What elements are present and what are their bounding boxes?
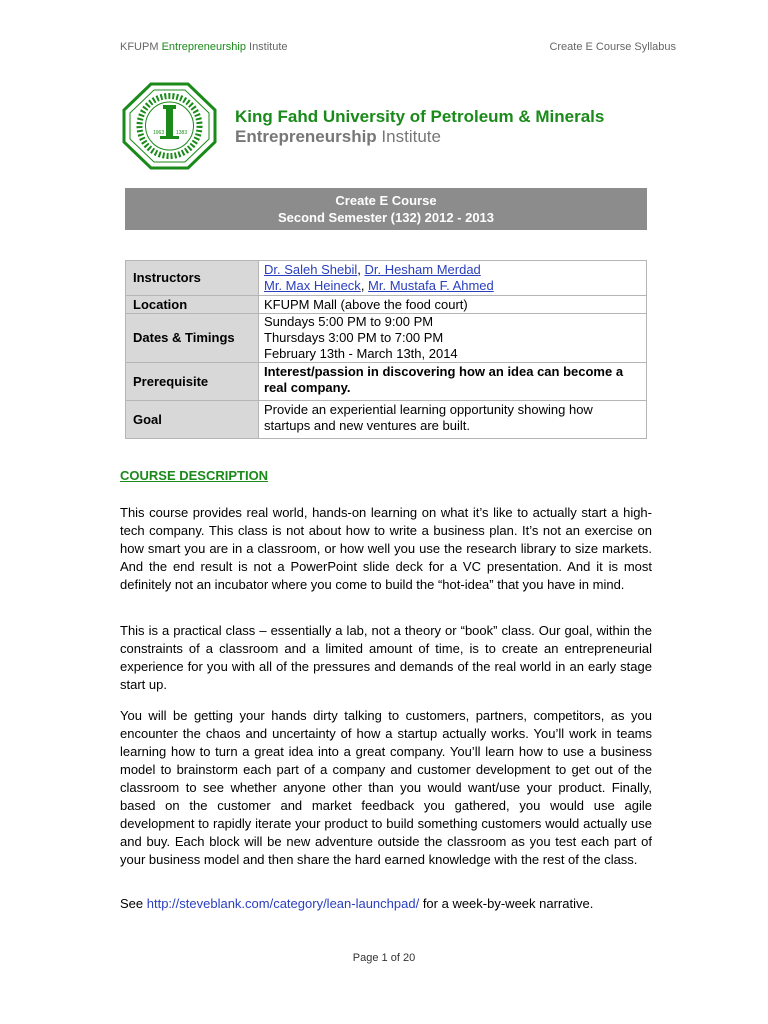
- table-row: [126, 296, 647, 314]
- course-banner: [125, 188, 647, 230]
- course-title: Create E Course: [335, 193, 437, 208]
- goal-value: Provide an experiential learning opportunity showing how startups and new ventures are built.: [259, 401, 647, 439]
- running-header-right: Create E Course Syllabus: [549, 41, 676, 53]
- table-row: [126, 261, 647, 296]
- instructor-link[interactable]: Dr. Saleh Shebil: [264, 262, 358, 277]
- section-title: COURSE DESCRIPTION: [120, 468, 269, 483]
- prerequisite-value: Interest/passion in discovering how an idea can become a real company.: [259, 363, 647, 401]
- table-row: [126, 363, 647, 401]
- running-header-left: KFUPM Entrepreneurship Institute: [120, 41, 288, 53]
- institute-name: Entrepreneurship Institute: [235, 127, 441, 146]
- instructor-link[interactable]: Mr. Mustafa F. Ahmed: [368, 278, 494, 293]
- goal-label: Goal: [126, 401, 259, 439]
- kfupm-seal-icon: [122, 82, 217, 170]
- instructor-link[interactable]: Mr. Max Heineck: [264, 278, 361, 293]
- university-name: King Fahd University of Petroleum & Minerals: [235, 107, 605, 126]
- svg-text:1963: 1963: [153, 130, 165, 136]
- dates-value: Sundays 5:00 PM to 9:00 PM Thursdays 3:00 PM to 7:00 PM February 13th - March 13th, 2014: [259, 314, 647, 363]
- svg-text:1383: 1383: [176, 130, 188, 136]
- paragraph: This is a practical class – essentially a lab, not a theory or “book” class. Our goal, within the constraints of a classroom and a limited amount of time, is to create an entrepreneurial experience for you with all of the pressures and demands of the real world in an early stage start up.: [120, 623, 652, 692]
- dates-label: Dates & Timings: [126, 314, 259, 363]
- instructors-cell: Dr. Saleh Shebil, Dr. Hesham Merdad Mr. Max Heineck, Mr. Mustafa F. Ahmed: [259, 261, 647, 296]
- prerequisite-label: Prerequisite: [126, 363, 259, 401]
- table-row: [126, 314, 647, 363]
- course-semester: Second Semester (132) 2012 - 2013: [277, 210, 495, 225]
- page-number: Page 1 of 20: [352, 952, 416, 964]
- instructors-label: Instructors: [126, 261, 259, 296]
- paragraph: You will be getting your hands dirty talking to customers, partners, competitors, as you encounter the chaos and uncertainty of how a startup actually works. You’ll work in teams learning how to turn a great idea into a great company. You’ll learn how to use a business model to brainstorm each part of a company and customer development to get out of the classroom to see whether anyone other than you would want/use your product. Finally, based on the customer and market feedback you gathered, you would use agile development to rapidly iterate your product to build something customers would actually use and buy. Each block will be new adventure outside the classroom as you test each part of your business model and then share the hard earned knowledge with the rest of the class.: [120, 708, 652, 867]
- location-label: Location: [126, 296, 259, 314]
- paragraph: This course provides real world, hands-on learning on what it’s like to actually start a high-tech company. This class is not about how to write a business plan. It’s not an exercise on how smart you are in a classroom, or how well you use the research library to size markets. And the end result is not a PowerPoint slide deck for a VC presentation. And it is most definitely not an incubator where you come to build the “hot-idea” that you have in mind.: [120, 505, 652, 592]
- location-value: KFUPM Mall (above the food court): [259, 296, 647, 314]
- instructor-link[interactable]: Dr. Hesham Merdad: [364, 262, 481, 277]
- see-line: See http://steveblank.com/category/lean-launchpad/ for a week-by-week narrative.: [120, 896, 594, 911]
- narrative-link[interactable]: http://steveblank.com/category/lean-launchpad/: [146, 896, 420, 911]
- course-info-table: [125, 260, 647, 439]
- table-row: [126, 401, 647, 439]
